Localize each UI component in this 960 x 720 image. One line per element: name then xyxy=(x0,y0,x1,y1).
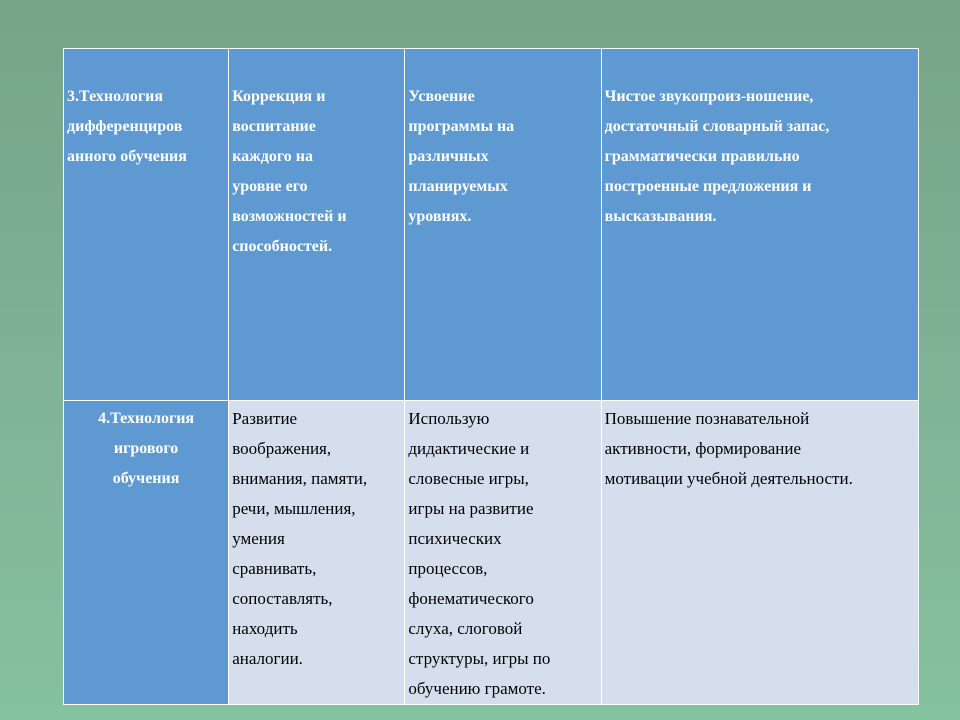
table-row xyxy=(64,401,919,705)
table-cell-method-4 xyxy=(405,401,601,705)
cell-text: 3.Технология дифференциров анного обучения xyxy=(67,88,187,165)
cell-text: 4.Технология игрового обучения xyxy=(98,410,195,487)
cell-text: Чистое звукопроиз-ношение, достаточный словарный запас, грамматически правильно построенные предложения и высказывания. xyxy=(604,88,830,225)
content-table xyxy=(63,48,919,705)
table-cell-result-4 xyxy=(601,401,918,705)
table-cell-goal-3 xyxy=(229,49,405,401)
table-row xyxy=(64,49,919,401)
table-cell-technology-3 xyxy=(64,49,229,401)
cell-text: Коррекция и воспитание каждого на уровне его возможностей и способностей. xyxy=(232,88,347,255)
cell-text: Развитие воображения, внимания, памяти, речи, мышления, умения сравнивать, сопоставлять, находить аналогии. xyxy=(232,409,368,668)
table-cell-goal-4 xyxy=(229,401,405,705)
cell-text: Повышение познавательной активности, формирование мотивации учебной деятельности. xyxy=(604,409,853,488)
table-cell-result-3 xyxy=(601,49,918,401)
table-cell-method-3 xyxy=(405,49,601,401)
table-cell-technology-4 xyxy=(64,401,229,705)
cell-text: Использую дидактические и словесные игры, игры на развитие психических процессов, фонематического слуха, слоговой структуры, игры по обучению грамоте. xyxy=(408,409,551,698)
cell-text: Усвоение программы на различных планируемых уровнях. xyxy=(408,88,515,225)
